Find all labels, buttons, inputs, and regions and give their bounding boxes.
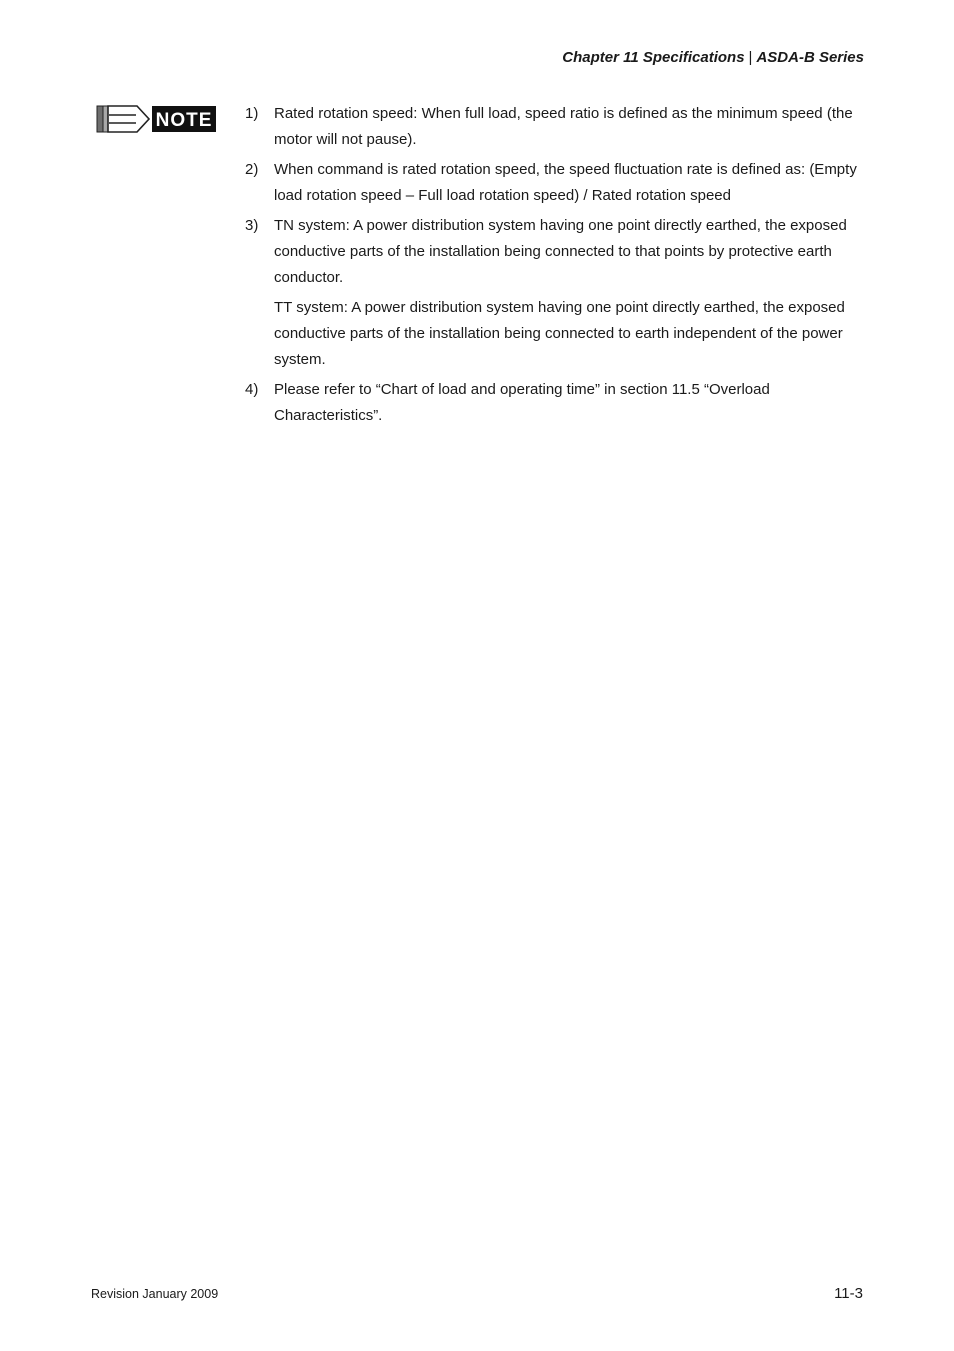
chapter-title: Chapter 11 Specifications xyxy=(562,49,745,66)
note-icon xyxy=(96,105,218,135)
header-separator: | xyxy=(748,49,753,66)
note-number: 1) xyxy=(245,105,259,122)
page-header xyxy=(562,49,864,66)
note-paragraph: Please refer to “Chart of load and operating time” in section 11.5 “Overload Characteristics”. xyxy=(274,381,770,424)
note-paragraph: TT system: A power distribution system having one point directly earthed, the exposed conductive parts of the installation being connected to earth independent of the power system. xyxy=(274,299,845,368)
series-title: ASDA-B Series xyxy=(756,49,864,66)
note-item-4 xyxy=(245,377,865,429)
note-number: 2) xyxy=(245,161,259,178)
note-paragraph: TN system: A power distribution system having one point directly earthed, the exposed conductive parts of the installation being connected to that points by protective earth conductor. xyxy=(274,217,847,286)
note-paragraph: Rated rotation speed: When full load, speed ratio is defined as the minimum speed (the motor will not pause). xyxy=(274,105,853,148)
notes-list xyxy=(245,101,865,433)
note-item-2 xyxy=(245,157,865,209)
note-item-1 xyxy=(245,101,865,153)
note-paragraph: When command is rated rotation speed, the speed fluctuation rate is defined as: (Empty load rotation speed – Full load rotation speed) / Rated rotation speed xyxy=(274,161,857,204)
note-item-3 xyxy=(245,213,865,373)
note-number: 3) xyxy=(245,217,259,234)
page-number: 11-3 xyxy=(834,1285,863,1302)
note-number: 4) xyxy=(245,381,259,398)
note-label: NOTE xyxy=(155,110,213,131)
revision-text: Revision January 2009 xyxy=(91,1287,219,1301)
